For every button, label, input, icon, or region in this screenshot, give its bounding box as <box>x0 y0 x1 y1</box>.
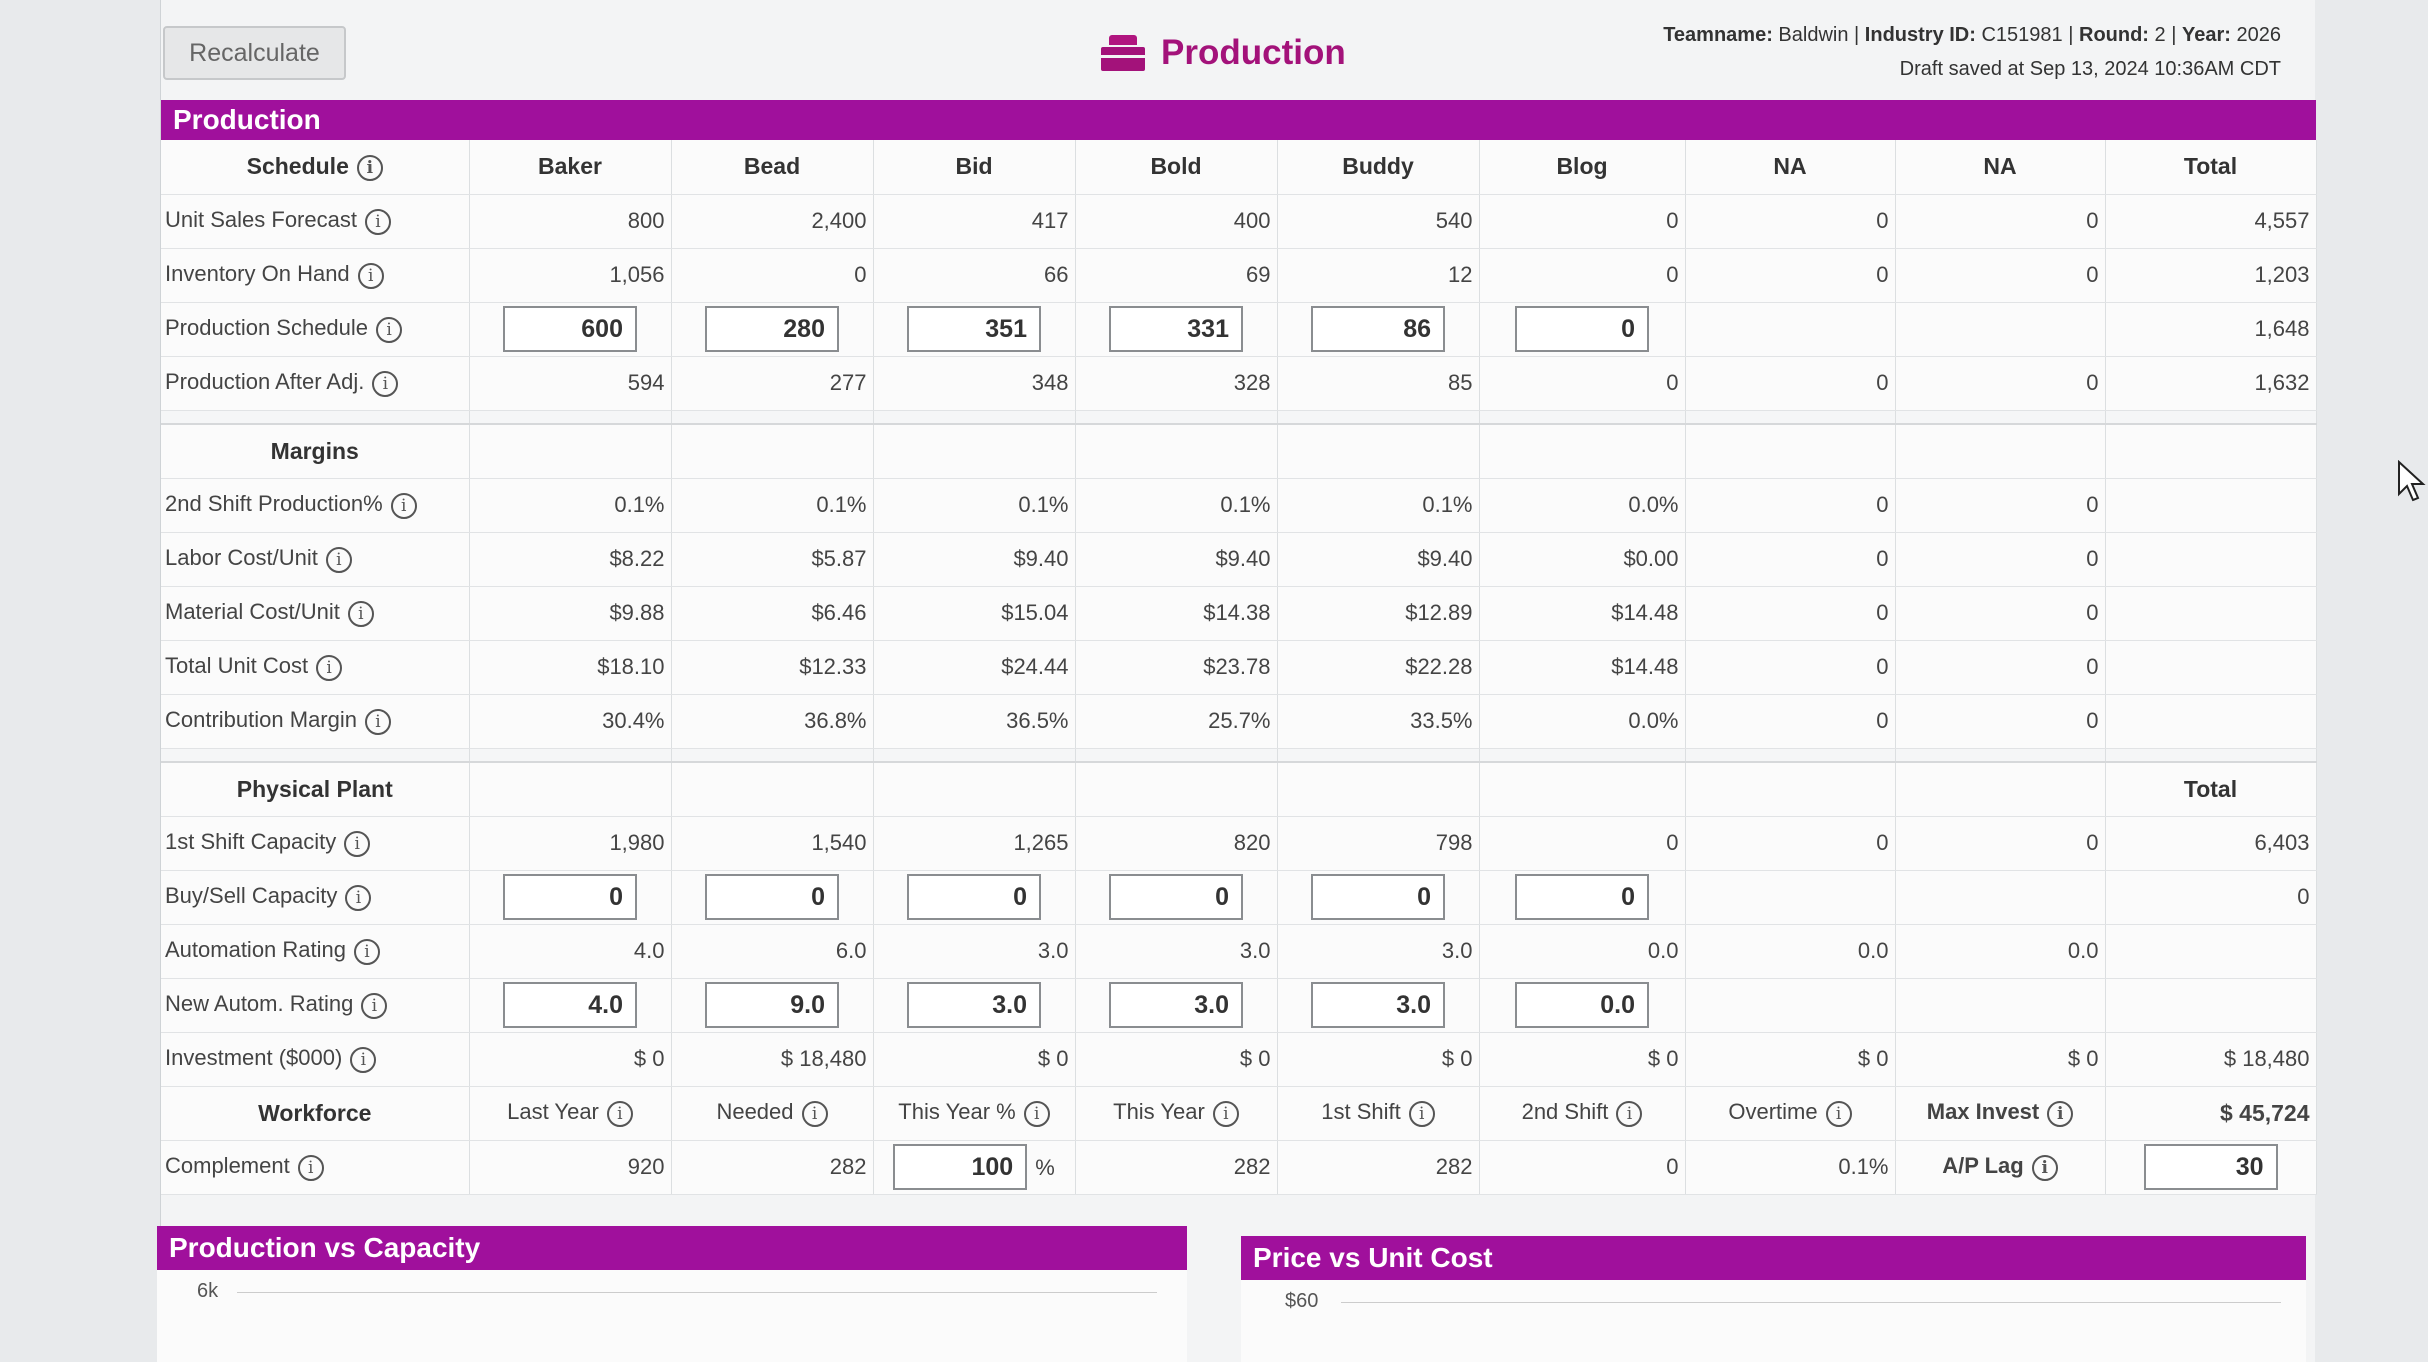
max-invest-value: $ 45,724 <box>2105 1086 2316 1140</box>
info-icon[interactable]: i <box>361 993 387 1019</box>
needed-value: 282 <box>671 1140 873 1194</box>
input-cell <box>469 870 671 924</box>
value-cell: 1,632 <box>2105 356 2316 410</box>
value-cell <box>1895 870 2105 924</box>
row-label: Labor Cost/Unit <box>165 545 318 571</box>
row-label-cell <box>161 816 469 870</box>
column-label: This Year <box>1113 1099 1205 1125</box>
column-header <box>2105 424 2316 478</box>
value-cell: 820 <box>1075 816 1277 870</box>
value-cell: 417 <box>873 194 1075 248</box>
value-cell <box>2105 586 2316 640</box>
value-cell: 1,056 <box>469 248 671 302</box>
team-info-line: Teamname: Baldwin | Industry ID: C151981 | Round: 2 | Year: 2026 <box>1663 24 2281 46</box>
production-schedule-input[interactable]: 280 <box>705 306 839 352</box>
row-label: Complement <box>165 1153 290 1179</box>
buy-sell-capacity-input[interactable]: 0 <box>503 874 637 920</box>
physical-plant-section-title: Physical Plant <box>161 762 469 816</box>
row-label: Total Unit Cost <box>165 653 309 679</box>
row-label-cell <box>161 1032 469 1086</box>
value-cell: $ 0 <box>1895 1032 2105 1086</box>
input-cell <box>671 978 873 1032</box>
input-cell <box>873 870 1075 924</box>
value-cell: 3.0 <box>1277 924 1479 978</box>
table-row <box>161 816 2316 870</box>
axis-tick-label: $60 <box>1285 1290 1319 1312</box>
complement-row <box>161 1140 2316 1194</box>
value-cell: 0 <box>1479 194 1685 248</box>
gridline <box>237 1292 1157 1293</box>
column-header: NA <box>1895 140 2105 194</box>
value-cell: $23.78 <box>1075 640 1277 694</box>
info-icon[interactable]: i <box>1213 1101 1239 1127</box>
info-icon[interactable]: i <box>607 1101 633 1127</box>
value-cell: $ 0 <box>1075 1032 1277 1086</box>
value-cell: 798 <box>1277 816 1479 870</box>
value-cell: 0.1% <box>469 478 671 532</box>
value-cell: $14.48 <box>1479 586 1685 640</box>
info-icon[interactable]: i <box>316 655 342 681</box>
info-icon[interactable]: i <box>1409 1101 1435 1127</box>
info-icon[interactable]: i <box>1024 1101 1050 1127</box>
input-cell <box>1277 870 1479 924</box>
production-schedule-input[interactable]: 331 <box>1109 306 1243 352</box>
year-label: Year: <box>2182 24 2231 46</box>
input-cell <box>469 302 671 356</box>
column-header: Bold <box>1075 140 1277 194</box>
value-cell: 1,265 <box>873 816 1075 870</box>
value-cell: 0 <box>671 248 873 302</box>
production-table <box>161 140 2317 1195</box>
value-cell: 6.0 <box>671 924 873 978</box>
table-row <box>161 978 2316 1032</box>
value-cell: 0.1% <box>873 478 1075 532</box>
value-cell: 277 <box>671 356 873 410</box>
value-cell: 25.7% <box>1075 694 1277 748</box>
value-cell: 0 <box>1895 356 2105 410</box>
info-icon[interactable]: i <box>354 939 380 965</box>
table-row <box>161 532 2316 586</box>
value-cell: 3.0 <box>1075 924 1277 978</box>
value-cell: $ 0 <box>469 1032 671 1086</box>
value-cell: $ 18,480 <box>671 1032 873 1086</box>
this-year-value: 282 <box>1075 1140 1277 1194</box>
production-vs-capacity-header: Production vs Capacity <box>157 1226 1187 1270</box>
value-cell: 0.0% <box>1479 694 1685 748</box>
section-title: Schedule <box>246 152 349 179</box>
column-label: This Year % <box>898 1099 1016 1125</box>
page-title-group <box>1101 28 1346 78</box>
price-vs-unit-cost-chart <box>1241 1280 2306 1362</box>
value-cell: 0.1% <box>1075 478 1277 532</box>
value-cell: 594 <box>469 356 671 410</box>
margins-section-title-row <box>161 424 2316 478</box>
value-cell: 30.4% <box>469 694 671 748</box>
value-cell: $ 18,480 <box>2105 1032 2316 1086</box>
workforce-column-header <box>873 1086 1075 1140</box>
value-cell: 1,540 <box>671 816 873 870</box>
value-cell: 0 <box>1685 248 1895 302</box>
value-cell: 0 <box>1685 356 1895 410</box>
row-label: Material Cost/Unit <box>165 599 340 625</box>
info-icon[interactable]: i <box>350 1047 376 1073</box>
value-cell: 1,648 <box>2105 302 2316 356</box>
value-cell <box>1895 302 2105 356</box>
row-label-cell <box>161 302 469 356</box>
column-label: 2nd Shift <box>1521 1099 1609 1125</box>
value-cell: 0 <box>1479 816 1685 870</box>
row-label: Inventory On Hand <box>165 261 350 287</box>
page-title: Production <box>1161 33 1346 72</box>
value-cell: $ 0 <box>873 1032 1075 1086</box>
row-label-cell <box>161 194 469 248</box>
input-cell <box>469 978 671 1032</box>
new-autom-rating-input[interactable]: 3.0 <box>907 982 1041 1028</box>
column-header: Bead <box>671 140 873 194</box>
production-schedule-input[interactable]: 86 <box>1311 306 1445 352</box>
input-cell <box>1479 302 1685 356</box>
input-cell <box>1479 978 1685 1032</box>
value-cell: 0 <box>1685 586 1895 640</box>
year-value: 2026 <box>2236 24 2281 46</box>
value-cell: 69 <box>1075 248 1277 302</box>
row-label-cell <box>161 356 469 410</box>
input-cell <box>873 302 1075 356</box>
percent-sign: % <box>1035 1155 1055 1180</box>
value-cell: 0 <box>2105 870 2316 924</box>
row-label: New Autom. Rating <box>165 991 354 1017</box>
value-cell: 3.0 <box>873 924 1075 978</box>
value-cell: $ 0 <box>1685 1032 1895 1086</box>
value-cell: $12.89 <box>1277 586 1479 640</box>
table-row <box>161 302 2316 356</box>
ap-lag-input[interactable]: 30 <box>2144 1144 2278 1190</box>
section-divider <box>161 410 2316 424</box>
info-icon[interactable]: i <box>2032 1155 2058 1181</box>
value-cell: $ 0 <box>1479 1032 1685 1086</box>
table-row <box>161 870 2316 924</box>
value-cell: 0.0% <box>1479 478 1685 532</box>
row-label-cell <box>161 924 469 978</box>
info-icon[interactable]: i <box>298 1155 324 1181</box>
column-header: NA <box>1685 140 1895 194</box>
new-autom-rating-input[interactable]: 9.0 <box>705 982 839 1028</box>
value-cell <box>1685 978 1895 1032</box>
table-row <box>161 586 2316 640</box>
input-cell <box>1277 302 1479 356</box>
input-cell <box>1277 978 1479 1032</box>
value-cell <box>1685 302 1895 356</box>
value-cell: 0.0 <box>1479 924 1685 978</box>
first-shift-value: 282 <box>1277 1140 1479 1194</box>
workforce-column-header <box>1075 1086 1277 1140</box>
value-cell: 0 <box>1685 194 1895 248</box>
axis-tick-label: 6k <box>197 1280 219 1302</box>
value-cell: 6,403 <box>2105 816 2316 870</box>
value-cell: 0 <box>1895 694 2105 748</box>
table-row <box>161 248 2316 302</box>
row-label: 1st Shift Capacity <box>165 829 337 855</box>
last-year-value: 920 <box>469 1140 671 1194</box>
row-label-cell <box>161 978 469 1032</box>
value-cell: 0.1% <box>671 478 873 532</box>
table-row <box>161 356 2316 410</box>
info-icon[interactable]: i <box>2047 1101 2073 1127</box>
this-year-pct-cell <box>873 1140 1075 1194</box>
value-cell: 328 <box>1075 356 1277 410</box>
value-cell <box>1685 870 1895 924</box>
row-label: Automation Rating <box>165 937 346 963</box>
info-icon[interactable]: i <box>348 601 374 627</box>
table-row <box>161 640 2316 694</box>
column-label: Needed <box>716 1099 794 1125</box>
value-cell: $9.40 <box>1075 532 1277 586</box>
value-cell: $9.40 <box>1277 532 1479 586</box>
value-cell: 800 <box>469 194 671 248</box>
value-cell: $9.40 <box>873 532 1075 586</box>
column-label: 1st Shift <box>1321 1099 1401 1125</box>
buy-sell-capacity-input[interactable]: 0 <box>1109 874 1243 920</box>
production-grid <box>161 140 2316 1195</box>
value-cell: 0 <box>1895 194 2105 248</box>
value-cell: $14.38 <box>1075 586 1277 640</box>
team-info <box>1663 18 2281 86</box>
value-cell: $15.04 <box>873 586 1075 640</box>
column-header: Total <box>2105 762 2316 816</box>
row-label-cell <box>161 870 469 924</box>
max-invest-label-cell <box>1895 1086 2105 1140</box>
value-cell: 0 <box>1479 356 1685 410</box>
production-schedule-input[interactable]: 600 <box>503 306 637 352</box>
max-invest-label: Max Invest <box>1926 1099 2040 1125</box>
input-cell <box>873 978 1075 1032</box>
workforce-column-header <box>1277 1086 1479 1140</box>
row-label: Unit Sales Forecast <box>165 207 357 233</box>
column-header: Baker <box>469 140 671 194</box>
value-cell <box>2105 532 2316 586</box>
value-cell: 4,557 <box>2105 194 2316 248</box>
value-cell: 0 <box>1895 640 2105 694</box>
value-cell: 0 <box>1895 532 2105 586</box>
value-cell: 33.5% <box>1277 694 1479 748</box>
value-cell: 36.5% <box>873 694 1075 748</box>
production-icon <box>1101 35 1145 71</box>
buy-sell-capacity-input[interactable]: 0 <box>705 874 839 920</box>
input-cell <box>1075 870 1277 924</box>
table-row <box>161 924 2316 978</box>
new-autom-rating-input[interactable]: 3.0 <box>1311 982 1445 1028</box>
info-icon[interactable]: i <box>1826 1101 1852 1127</box>
value-cell: 400 <box>1075 194 1277 248</box>
info-icon[interactable]: i <box>345 885 371 911</box>
value-cell: 0 <box>1685 532 1895 586</box>
table-row <box>161 1032 2316 1086</box>
margins-section-title: Margins <box>161 424 469 478</box>
column-header: Blog <box>1479 140 1685 194</box>
app-window <box>160 0 2315 1362</box>
industry-label: Industry ID: <box>1864 24 1976 46</box>
mouse-pointer-icon <box>2397 460 2427 504</box>
value-cell <box>2105 694 2316 748</box>
row-label-cell <box>161 532 469 586</box>
buy-sell-capacity-input[interactable]: 0 <box>1311 874 1445 920</box>
production-panel-header: Production <box>161 100 2316 140</box>
ap-lag-label-cell <box>1895 1140 2105 1194</box>
value-cell: 66 <box>873 248 1075 302</box>
value-cell: $12.33 <box>671 640 873 694</box>
workforce-column-header <box>671 1086 873 1140</box>
info-icon[interactable]: i <box>357 155 383 181</box>
info-icon[interactable]: i <box>376 317 402 343</box>
column-header: Total <box>2105 140 2316 194</box>
info-icon[interactable]: i <box>372 371 398 397</box>
value-cell: $24.44 <box>873 640 1075 694</box>
value-cell: 1,980 <box>469 816 671 870</box>
value-cell: 0 <box>1895 816 2105 870</box>
draft-saved-status: Draft saved at Sep 13, 2024 10:36AM CDT <box>1899 58 2281 80</box>
row-label-cell <box>161 586 469 640</box>
table-row <box>161 194 2316 248</box>
industry-value: C151981 <box>1981 24 2063 46</box>
recalculate-button[interactable]: Recalculate <box>163 26 346 80</box>
value-cell <box>2105 478 2316 532</box>
section-divider <box>161 748 2316 762</box>
value-cell <box>1895 978 2105 1032</box>
value-cell: $0.00 <box>1479 532 1685 586</box>
price-vs-unit-cost-header: Price vs Unit Cost <box>1241 1236 2306 1280</box>
value-cell: $18.10 <box>469 640 671 694</box>
input-cell <box>671 870 873 924</box>
workforce-section-title: Workforce <box>161 1086 469 1140</box>
workforce-column-header <box>469 1086 671 1140</box>
value-cell: 0 <box>1685 694 1895 748</box>
row-label: Buy/Sell Capacity <box>165 883 338 909</box>
column-header-row <box>161 140 2316 194</box>
production-schedule-input[interactable]: 0 <box>1515 306 1649 352</box>
buy-sell-capacity-input[interactable]: 0 <box>907 874 1041 920</box>
top-bar <box>161 0 2315 100</box>
column-header: Bid <box>873 140 1075 194</box>
value-cell <box>2105 978 2316 1032</box>
value-cell: 12 <box>1277 248 1479 302</box>
value-cell: 0 <box>1685 640 1895 694</box>
row-label: Contribution Margin <box>165 707 357 733</box>
row-label: Production After Adj. <box>165 369 365 395</box>
value-cell: $8.22 <box>469 532 671 586</box>
value-cell: 0.0 <box>1895 924 2105 978</box>
value-cell: $ 0 <box>1277 1032 1479 1086</box>
value-cell <box>2105 640 2316 694</box>
new-autom-rating-input[interactable]: 4.0 <box>503 982 637 1028</box>
value-cell: 0 <box>1895 586 2105 640</box>
gridline <box>1341 1302 2281 1303</box>
team-value: Baldwin <box>1778 24 1849 46</box>
input-cell <box>1479 870 1685 924</box>
second-shift-value: 0 <box>1479 1140 1685 1194</box>
production-vs-capacity-chart <box>157 1270 1187 1362</box>
info-icon[interactable]: i <box>326 547 352 573</box>
workforce-header-row <box>161 1086 2316 1140</box>
production-schedule-input[interactable]: 351 <box>907 306 1041 352</box>
value-cell: 85 <box>1277 356 1479 410</box>
column-label: Last Year <box>507 1099 599 1125</box>
value-cell: $22.28 <box>1277 640 1479 694</box>
column-label: Overtime <box>1728 1099 1818 1125</box>
overtime-value: 0.1% <box>1685 1140 1895 1194</box>
value-cell: $14.48 <box>1479 640 1685 694</box>
schedule-section-title <box>161 140 469 194</box>
new-autom-rating-input[interactable]: 3.0 <box>1109 982 1243 1028</box>
value-cell: 0 <box>1685 478 1895 532</box>
value-cell: 1,203 <box>2105 248 2316 302</box>
value-cell: $9.88 <box>469 586 671 640</box>
this-year-pct-input[interactable]: 100 <box>893 1144 1027 1190</box>
info-icon[interactable]: i <box>344 831 370 857</box>
info-icon[interactable]: i <box>391 493 417 519</box>
input-cell <box>671 302 873 356</box>
row-label-cell <box>161 694 469 748</box>
round-label: Round: <box>2079 24 2149 46</box>
value-cell: 0.0 <box>1685 924 1895 978</box>
table-row <box>161 478 2316 532</box>
info-icon[interactable]: i <box>365 709 391 735</box>
column-header: Buddy <box>1277 140 1479 194</box>
info-icon[interactable]: i <box>358 263 384 289</box>
value-cell: 348 <box>873 356 1075 410</box>
row-label-cell <box>161 640 469 694</box>
value-cell: 0 <box>1479 248 1685 302</box>
row-label-cell <box>161 1140 469 1194</box>
value-cell: $6.46 <box>671 586 873 640</box>
workforce-column-header <box>1479 1086 1685 1140</box>
value-cell: 0.1% <box>1277 478 1479 532</box>
value-cell <box>2105 924 2316 978</box>
value-cell: 0 <box>1895 478 2105 532</box>
value-cell: 4.0 <box>469 924 671 978</box>
value-cell: 0 <box>1895 248 2105 302</box>
team-label: Teamname: <box>1663 24 1773 46</box>
physical-plant-section-title-row <box>161 762 2316 816</box>
new-autom-rating-input[interactable]: 0.0 <box>1515 982 1649 1028</box>
round-value: 2 <box>2154 24 2166 46</box>
row-label-cell <box>161 478 469 532</box>
row-label: Investment ($000) <box>165 1045 343 1071</box>
ap-lag-label: A/P Lag <box>1942 1153 2024 1179</box>
row-label-cell <box>161 248 469 302</box>
value-cell: 2,400 <box>671 194 873 248</box>
buy-sell-capacity-input[interactable]: 0 <box>1515 874 1649 920</box>
ap-lag-cell <box>2105 1140 2316 1194</box>
row-label: Production Schedule <box>165 315 369 341</box>
value-cell: 540 <box>1277 194 1479 248</box>
info-icon[interactable]: i <box>1616 1101 1642 1127</box>
info-icon[interactable]: i <box>802 1101 828 1127</box>
info-icon[interactable]: i <box>365 209 391 235</box>
input-cell <box>1075 978 1277 1032</box>
table-row <box>161 694 2316 748</box>
row-label: 2nd Shift Production% <box>165 491 383 517</box>
input-cell <box>1075 302 1277 356</box>
value-cell: 0 <box>1685 816 1895 870</box>
workforce-column-header <box>1685 1086 1895 1140</box>
value-cell: 36.8% <box>671 694 873 748</box>
value-cell: $5.87 <box>671 532 873 586</box>
